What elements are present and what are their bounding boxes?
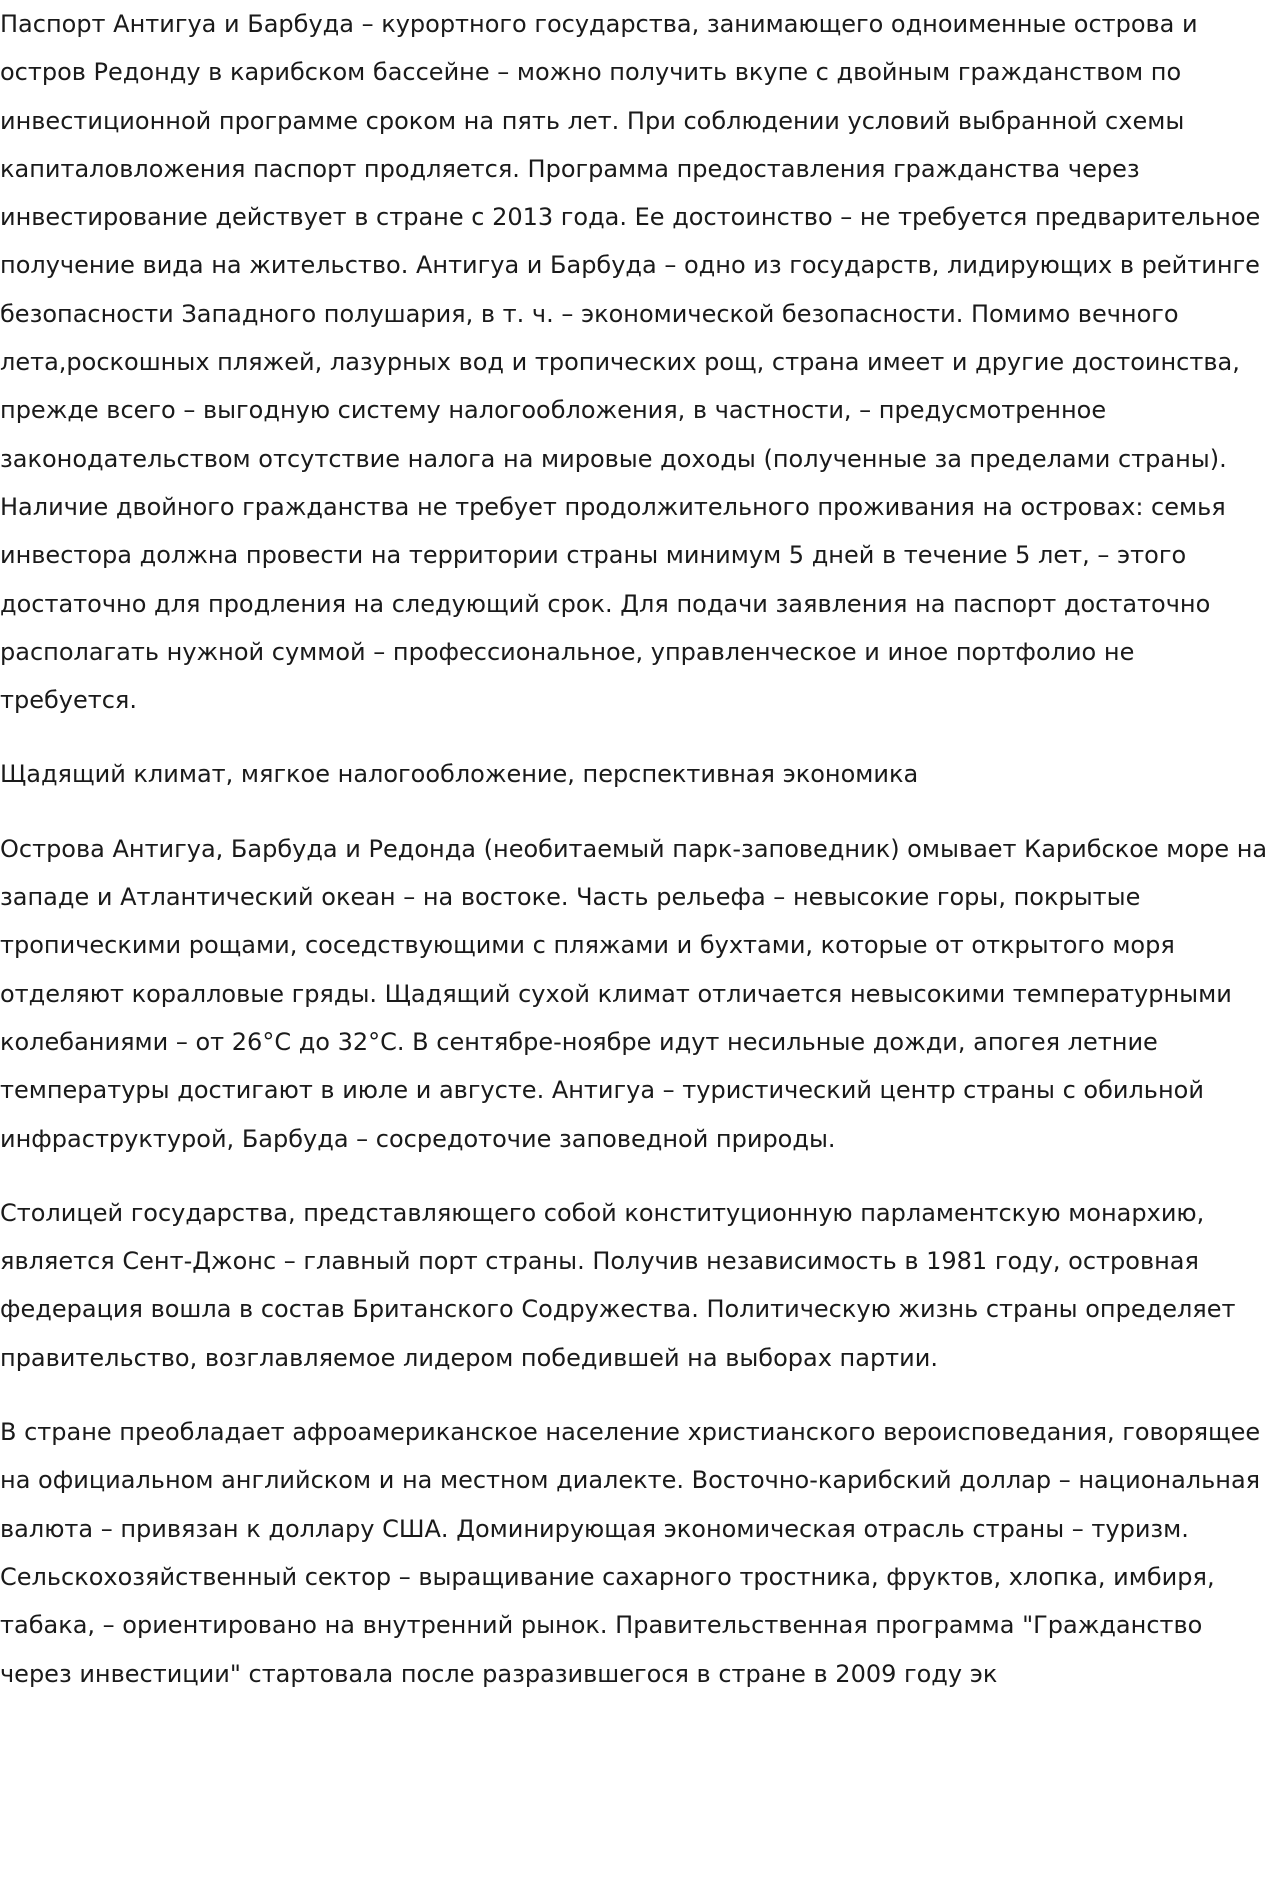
article-subheading: Щадящий климат, мягкое налогообложение, перспективная экономика: [0, 760, 919, 789]
article-paragraph-politics: Столицей государства, представляющего собой конституционную парламентскую монархию, является Сент-Джонс – главный порт страны. Получив независимость в 1981 году, островная федерация вошла в состав Британского Содружества. Политическую жизнь страны определяет правительство, возглавляемое лидером победившей на выборах партии.: [0, 1198, 1236, 1372]
article-paragraph-intro: Паспорт Антигуа и Барбуда – курортного государства, занимающего одноименные острова и остров Редонду в карибском бассейне – можно получить вкупе с двойным гражданством по инвестиционной программе сроком на пять лет. При соблюдении условий выбранной схемы капиталовложения паспорт продляется. Программа предоставления гражданства через инвестирование действует в стране с 2013 года. Ее достоинство – не требуется предварительное получение вида на жительство. Антигуа и Барбуда – одно из государств, лидирующих в рейтинге безопасности Западного полушария, в т. ч. – экономической безопасности. Помимо вечного лета,роскошных пляжей, лазурных вод и тропических рощ, страна имеет и другие достоинства, прежде всего – выгодную систему налогообложения, в частности, – предусмотренное законодательством отсутствие налога на мировые доходы (полученные за пределами страны). Наличие двойного гражданства не требует продолжительного проживания на островах: семья инвестора должна провести на территории страны минимум 5 дней в течение 5 лет, – этого достаточно для продления на следующий срок. Для подачи заявления на паспорт достаточно располагать нужной суммой – профессиональное, управленческое и иное портфолио не требуется.: [0, 10, 1261, 715]
article-paragraph-economy: В стране преобладает афроамериканское население христианского вероисповедания, говорящее на официальном английском и на местном диалекте. Восточно-карибский доллар – национальная валюта – привязан к доллару США. Доминирующая экономическая отрасль страны – туризм. Сельскохозяйственный сектор – выращивание сахарного тростника, фруктов, хлопка, имбиря, табака, – ориентировано на внутренний рынок. Правительственная программа "Гражданство через инвестиции" стартовала после разразившегося в стране в 2009 году эк: [0, 1418, 1261, 1688]
article-paragraph-geography: Острова Антигуа, Барбуда и Редонда (необитаемый парк-заповедник) омывает Карибское море на западе и Атлантический океан – на востоке. Часть рельефа – невысокие горы, покрытые тропическими рощами, соседствующими с пляжами и бухтами, которые от открытого моря отделяют коралловые гряды. Щадящий сухой климат отличается невысокими температурными колебаниями – от 26°С до 32°С. В сентябре-ноябре идут несильные дожди, апогея летние температуры достигают в июле и августе. Антигуа – туристический центр страны с обильной инфраструктурой, Барбуда – сосредоточие заповедной природы.: [0, 834, 1268, 1153]
